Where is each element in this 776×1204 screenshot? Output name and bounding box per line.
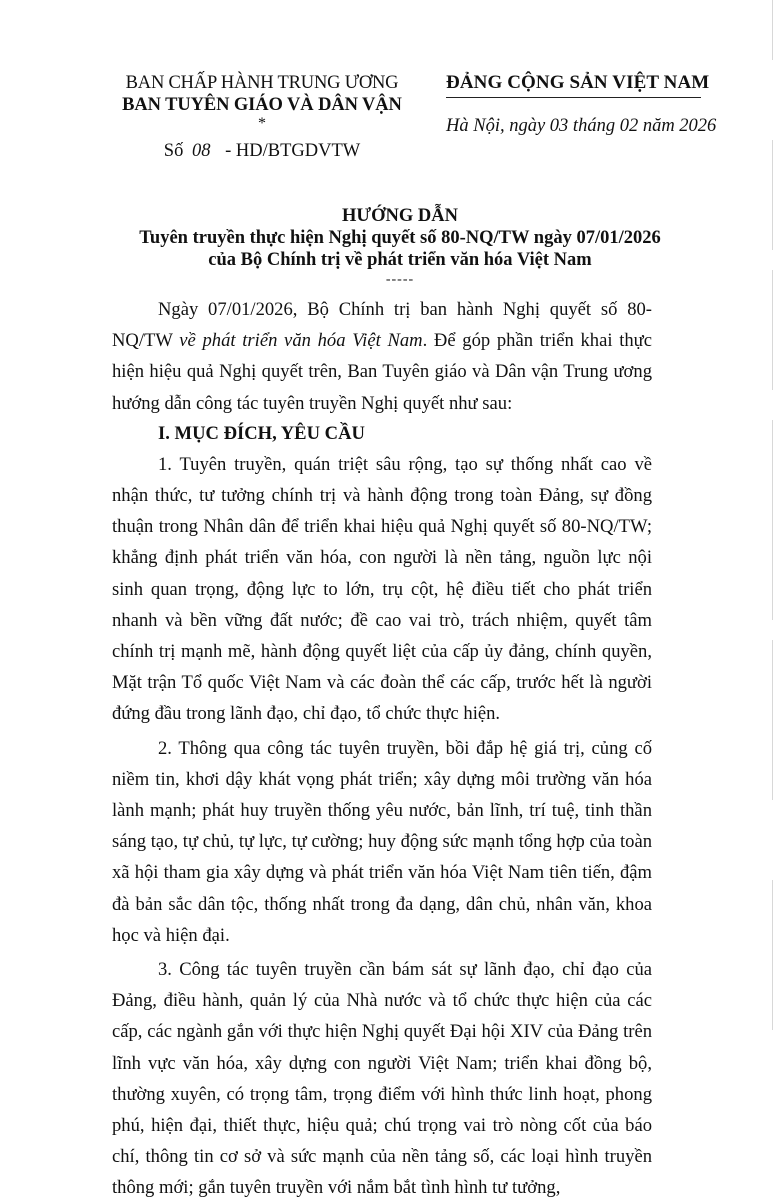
header-separator-star: *	[258, 115, 266, 132]
intro-text-part-2: . Để góp phần triển khai thực hiện hiệu quả Nghị quyết trên, Ban Tuyên giáo và Dân vận Trung ương hướng dẫn công tác tuyên truyền Nghị quyết như sau:	[112, 330, 652, 414]
scan-edge-line	[772, 640, 773, 800]
body-paragraph: 1. Tuyên truyền, quán triệt sâu rộng, tạo sự thống nhất cao về nhận thức, tư tưởng chính trị và hành động trong toàn Đảng, sự đồng thuận trong Nhân dân để triển khai hiệu quả Nghị quyết số 80-NQ/TW; khẳng định phát triển văn hóa, con người là nền tảng, nguồn lực nội sinh quan trọng, động lực to lớn, trụ cột, hệ điều tiết cho phát triển nhanh và bền vững đất nước; đề cao vai trò, trách nhiệm, quyết tâm chính trị mạnh mẽ, hành động quyết liệt của cấp ủy đảng, chính quyền, Mặt trận Tổ quốc Việt Nam và các đoàn thể các cấp, trước hết là người đứng đầu trong lãnh đạo, chỉ đạo, tổ chức thực hiện.	[112, 453, 652, 725]
doc-code: - HD/BTGDVTW	[225, 141, 361, 161]
document-title-block	[100, 205, 700, 289]
national-header-block	[446, 72, 746, 137]
document-number	[112, 140, 412, 162]
scan-edge-line	[772, 270, 773, 390]
document-subtitle-line-1: Tuyên truyền thực hiện Nghị quyết số 80-NQ/TW ngày 07/01/2026	[139, 228, 661, 248]
intro-paragraph	[112, 294, 652, 419]
document-subtitle-line-2: của Bộ Chính trị về phát triển văn hóa Việt Nam	[208, 250, 592, 270]
doc-number-value: 08	[191, 141, 211, 161]
place-and-date: Hà Nội, ngày 03 tháng 02 năm 2026	[446, 116, 717, 136]
issuing-organization: BAN TUYÊN GIÁO VÀ DÂN VẬN	[122, 95, 402, 115]
issuing-authority-block	[112, 72, 412, 162]
document-type: HƯỚNG DẪN	[342, 206, 458, 226]
party-name	[446, 72, 709, 94]
scan-edge-line	[772, 0, 773, 60]
section-heading: I. MỤC ĐÍCH, YÊU CẦU	[158, 422, 365, 444]
scan-edge-line	[772, 420, 773, 620]
party-name-text: ĐẢNG CỘNG SẢN VIỆT NAM	[446, 72, 710, 93]
party-name-underline	[446, 97, 701, 98]
title-separator: -----	[385, 272, 415, 287]
body-paragraph: 3. Công tác tuyên truyền cần bám sát sự lãnh đạo, chỉ đạo của Đảng, điều hành, quản lý của Nhà nước và tổ chức thực hiện của các cấp, các ngành gắn với thực hiện Nghị quyết Đại hội XIV của Đảng trên lĩnh vực văn hóa, xây dựng con người Việt Nam; triển khai đồng bộ, thường xuyên, có trọng tâm, trọng điểm với hình thức linh hoạt, phong phú, hiện đại, thiết thực, hiệu quả; chú trọng vai trò nòng cốt của báo chí, thông tin cơ sở và sức mạnh của nền tảng số, các loại hình truyền thông mới; gắn tuyên truyền với nắm bắt tình hình tư tưởng,	[112, 959, 652, 1199]
doc-number-prefix: Số	[163, 141, 184, 161]
scan-edge-line	[772, 880, 773, 1030]
body-paragraph: 2. Thông qua công tác tuyên truyền, bồi đắp hệ giá trị, củng cố niềm tin, khơi dậy khát vọng phát triển; xây dựng môi trường văn hóa lành mạnh; phát huy truyền thống yêu nước, bản lĩnh, trí tuệ, tinh thần sáng tạo, tự chủ, tự lực, tự cường; huy động sức mạnh tổng hợp của toàn xã hội tham gia xây dựng và phát triển văn hóa Việt Nam tiên tiến, đậm đà bản sắc dân tộc, thống nhất trong đa dạng, dân chủ, nhân văn, khoa học và hiện đại.	[112, 737, 652, 946]
document-body	[112, 294, 652, 1204]
parent-organization: BAN CHẤP HÀNH TRUNG ƯƠNG	[125, 73, 399, 93]
intro-resolution-title: về phát triển văn hóa Việt Nam	[179, 330, 423, 352]
scan-edge-line	[772, 140, 773, 250]
intro-text-part-1: Ngày 07/01/2026, Bộ Chính trị ban hành Nghị quyết số 80-NQ/TW	[112, 299, 652, 352]
